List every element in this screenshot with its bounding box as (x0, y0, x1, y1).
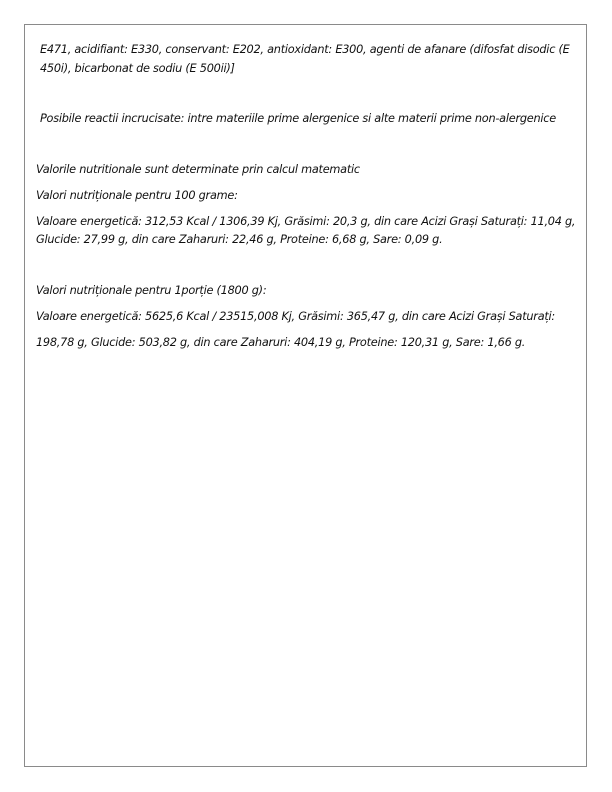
ingredients-line-1: E471, acidifiant: E330, conservant: E202, antioxidant: E300, agenti de afanare (difosfat disodic (E (40, 43, 570, 56)
per-portion-heading: Valori nutriționale pentru 1porție (1800 g): (36, 284, 267, 297)
per-portion-values-line-1: Valoare energetică: 5625,6 Kcal / 23515,008 Kj, Grăsimi: 365,47 g, din care Acizi Grași Saturați: (36, 310, 555, 323)
page-border (24, 24, 587, 767)
per-portion-values-line-2: 198,78 g, Glucide: 503,82 g, din care Zaharuri: 404,19 g, Proteine: 120,31 g, Sare: 1,66 g. (36, 336, 526, 349)
per-100g-values-line-2: Glucide: 27,99 g, din care Zaharuri: 22,46 g, Proteine: 6,68 g, Sare: 0,09 g. (36, 233, 443, 246)
ingredients-line-2: 450i), bicarbonat de sodiu (E 500ii)] (40, 62, 235, 75)
nutrition-calculation-note: Valorile nutritionale sunt determinate prin calcul matematic (36, 163, 360, 176)
per-100g-values-line-1: Valoare energetică: 312,53 Kcal / 1306,39 Kj, Grăsimi: 20,3 g, din care Acizi Grași Saturați: 11,04 g, (36, 215, 576, 228)
per-100g-heading: Valori nutriționale pentru 100 grame: (36, 189, 238, 202)
cross-reactions-text: Posibile reactii incrucisate: intre materiile prime alergenice si alte materii prime non-alergenice (40, 112, 556, 125)
